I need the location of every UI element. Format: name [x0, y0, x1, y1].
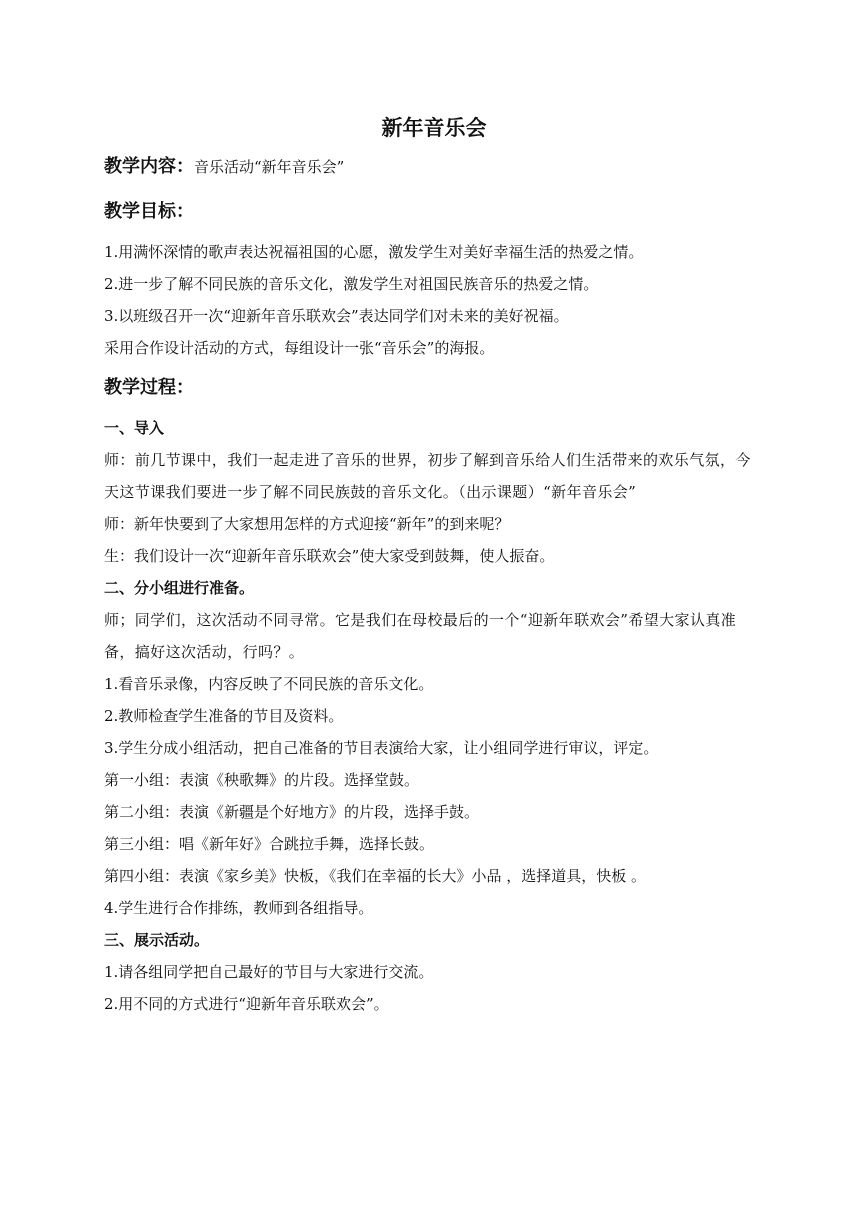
goal-item-1: 1.用满怀深情的歌声表达祝福祖国的心愿，激发学生对美好幸福生活的热爱之情。 — [104, 243, 644, 261]
list-item: 第一小组：表演《秧歌舞》的片段。选择堂鼓。 — [104, 771, 420, 789]
teaching-content — [104, 155, 764, 191]
list-item: 2.用不同的方式进行“迎新年音乐联欢会”。 — [104, 995, 389, 1013]
teaching-content-label: 教学内容： — [104, 156, 194, 177]
list-item: 第三小组：唱《新年好》合跳拉手舞，选择长鼓。 — [104, 835, 435, 853]
process-section-show — [104, 924, 764, 1020]
teaching-goals-list — [104, 236, 764, 364]
section-title-prepare: 二、分小组进行准备。 — [104, 579, 255, 597]
paragraph: 师：新年快要到了大家想用怎样的方式迎接“新年”的到来呢？ — [104, 515, 510, 533]
teaching-content-value: 音乐活动“新年音乐会” — [194, 158, 345, 176]
process-section-prepare — [104, 572, 764, 924]
list-item: 第四小组：表演《家乡美》快板，《我们在幸福的长大》小品 ，选择道具，快板 。 — [104, 867, 647, 885]
list-item: 3.学生分成小组活动，把自己准备的节目表演给大家，让小组同学进行审议，评定。 — [104, 739, 659, 757]
teaching-process-heading: 教学过程： — [104, 377, 194, 398]
document-title: 新年音乐会 — [381, 116, 487, 140]
paragraph: 生：我们设计一次“迎新年音乐联欢会”使大家受到鼓舞，使人振奋。 — [104, 547, 555, 565]
paragraph: 师：前几节课中，我们一起走进了音乐的世界，初步了解到音乐给人们生活带来的欢乐气氛，今天这节课我们要进一步了解不同民族鼓的音乐文化。（出示课题）“新年音乐会” — [104, 451, 751, 501]
section-title-intro: 一、导入 — [104, 419, 165, 437]
document-page — [104, 112, 764, 1020]
process-section-intro — [104, 412, 764, 572]
list-item: 1.看音乐录像，内容反映了不同民族的音乐文化。 — [104, 675, 434, 693]
list-item: 4.学生进行合作排练，教师到各组指导。 — [104, 899, 374, 917]
section-title-show: 三、展示活动。 — [104, 931, 210, 949]
goal-item-4: 采用合作设计活动的方式，每组设计一张“音乐会”的海报。 — [104, 339, 495, 357]
list-item: 第二小组：表演《新疆是个好地方》的片段，选择手鼓。 — [104, 803, 480, 821]
goal-item-3: 3.以班级召开一次“迎新年音乐联欢会”表达同学们对未来的美好祝福。 — [104, 307, 569, 325]
paragraph: 师；同学们，这次活动不同寻常。它是我们在母校最后的一个“迎新年联欢会”希望大家认真准备，搞好这次活动，行吗？。 — [104, 611, 737, 661]
list-item: 2.教师检查学生准备的节目及资料。 — [104, 707, 344, 725]
list-item: 1.请各组同学把自己最好的节目与大家进行交流。 — [104, 963, 434, 981]
teaching-goals-heading: 教学目标： — [104, 201, 194, 222]
goal-item-2: 2.进一步了解不同民族的音乐文化，激发学生对祖国民族音乐的热爱之情。 — [104, 275, 599, 293]
